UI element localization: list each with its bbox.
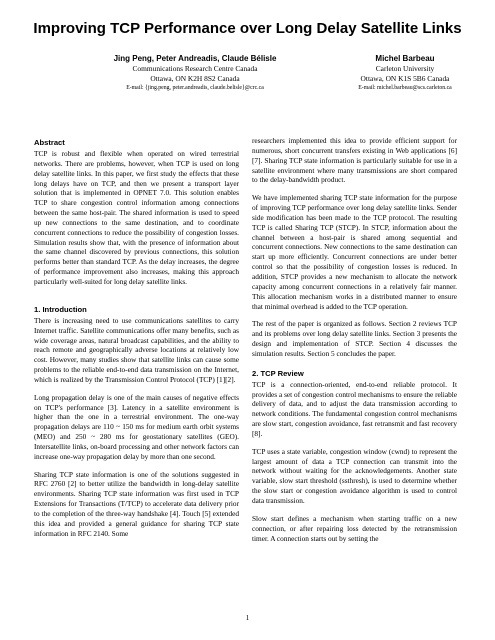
author-names: Jing Peng, Peter Andreadis, Claude Bélisle: [113, 54, 277, 63]
paper-title: Improving TCP Performance over Long Delay Satellite Links: [33, 20, 462, 37]
tcp-review-paragraph: TCP is a connection-oriented, end-to-end reliable protocol. It provides a set of congestion control mechanisms to ensure the reliable delivery of data, and to adjust the data transmission according to network conditions. The fundamental congestion control mechanisms are slow start, congestion avoidance, fast retransmit and fast recovery [8].: [252, 379, 457, 438]
introduction-paragraph: Long propagation delay is one of the main causes of negative effects on TCP's performance [3]. Latency in a satellite environment is higher than the one in a terrestrial environment. The one-way propagation delays are 110 ~ 150 ms for medium earth orbit systems (MEO) and 250 ~ 280 ms for geostationary satellites (GEO). Intersatellite links, on-board processing and other network factors can increase one-way propagation delay by more than one second.: [34, 392, 239, 461]
author-block-crc: [70, 53, 320, 93]
abstract-text: TCP is robust and flexible when operated on wired terrestrial networks. There are problems, however, when TCP is used on long delay satellite links. In this paper, we first study the effects that these long delays have on TCP, and then we present a transport layer solution that is implemented in OPNET 7.0. This solution enables TCP to share congestion control information among connections between the same host-pair. The shared information is used to speed up new connections to the same destination, and to coordinate concurrent connections to reduce the possibility of congestion losses. Simulation results show that, with the presence of information about the same channel discovered by previous connections, this solution performs better than standard TCP. As the delay increases, the degree of performance improvement also increases, making this approach particularly well-suited for long delay satellite links.: [34, 149, 239, 286]
right-column: [252, 136, 457, 551]
author-address: Ottawa, ON K2H 8S2 Canada: [150, 74, 240, 83]
body-paragraph: The rest of the paper is organized as follows. Section 2 reviews TCP and its problems over long delay satellite links. Section 3 presents the design and implementation of STCP. Section 4 discusses the simulation results. Section 5 concludes the paper.: [252, 319, 457, 358]
body-paragraph: researchers implemented this idea to provide efficient support for numerous, short concurrent transfers existing in Web applications [6][7]. Sharing TCP state information is particularly suitable for use in a satellite environment where many transmissions are short compared to the delay-bandwidth product.: [252, 136, 457, 185]
left-column: [34, 138, 239, 547]
author-names: Michel Barbeau: [375, 54, 435, 63]
author-email: E-mail: michel.barbeau@scs.carleton.ca: [358, 85, 452, 91]
body-paragraph: We have implemented sharing TCP state information for the purpose of improving TCP performance over long delay satellite links. Sender side modification has been made to the TCP protocol. The resulting TCP is called Sharing TCP (STCP). In STCP, information about the channel between a host-pair is shared among sequential and concurrent connections. New connections to the same destination can start up more efficiently. Concurrent connections are under better control so that the possibility of congestion losses is reduced. In addition, STCP provides a new mechanism to allocate the network capacity among concurrent connections in a relatively fair manner. This allocation mechanism works in a distributed manner to ensure that minimal overhead is added to the TCP operation.: [252, 193, 457, 311]
page-number: 1: [245, 613, 250, 622]
abstract-heading: Abstract: [34, 138, 65, 147]
tcp-review-paragraph: Slow start defines a mechanism when starting traffic on a new connection, or after repairing loss detected by the retransmission timer. A connection starts out by setting the: [252, 513, 457, 543]
tcp-review-paragraph: TCP uses a state variable, congestion window (cwnd) to represent the largest amount of data a TCP connection can transmit into the network without waiting for the acknowledgements. Another state variable, slow start threshold (ssthresh), is used to determine whether the slow start or congestion avoidance algorithm is used to control data transmission.: [252, 446, 457, 505]
author-email: E-mail: {jing.peng, peter.andreadis, claude.belisle}@crc.ca: [126, 85, 264, 91]
author-address: Ottawa, ON K1S 5B6 Canada: [360, 74, 450, 83]
author-block-carleton: [330, 53, 480, 93]
author-affiliation: Communications Research Centre Canada: [132, 64, 258, 73]
introduction-paragraph: Sharing TCP state information is one of the solutions suggested in RFC 2760 [2] to better utilize the bandwidth in long-delay satellite environments. Sharing TCP state information was first used in TCP Extensions for Transactions (T/TCP) to accelerate data delivery prior to the completion of the three-way handshake [4]. Touch [5] extended this idea and provided a general guidance for sharing TCP state information in RFC 2140. Some: [34, 469, 239, 538]
introduction-paragraph: There is increasing need to use communications satellites to carry Internet traffic. Satellite communications offer many benefits, such as wide coverage areas, natural broadcast capabilities, and the ability to reach remote and geographically adverse locations at relatively low cost. However, many studies show that satellite links can cause some problems to the reliable end-to-end data transmission on the Internet, which is realized by the Transmission Control Protocol (TCP) [1][2].: [34, 315, 239, 384]
author-affiliation: Carleton University: [375, 64, 435, 73]
tcp-review-heading: 2. TCP Review: [252, 368, 304, 378]
introduction-heading: 1. Introduction: [34, 304, 87, 314]
